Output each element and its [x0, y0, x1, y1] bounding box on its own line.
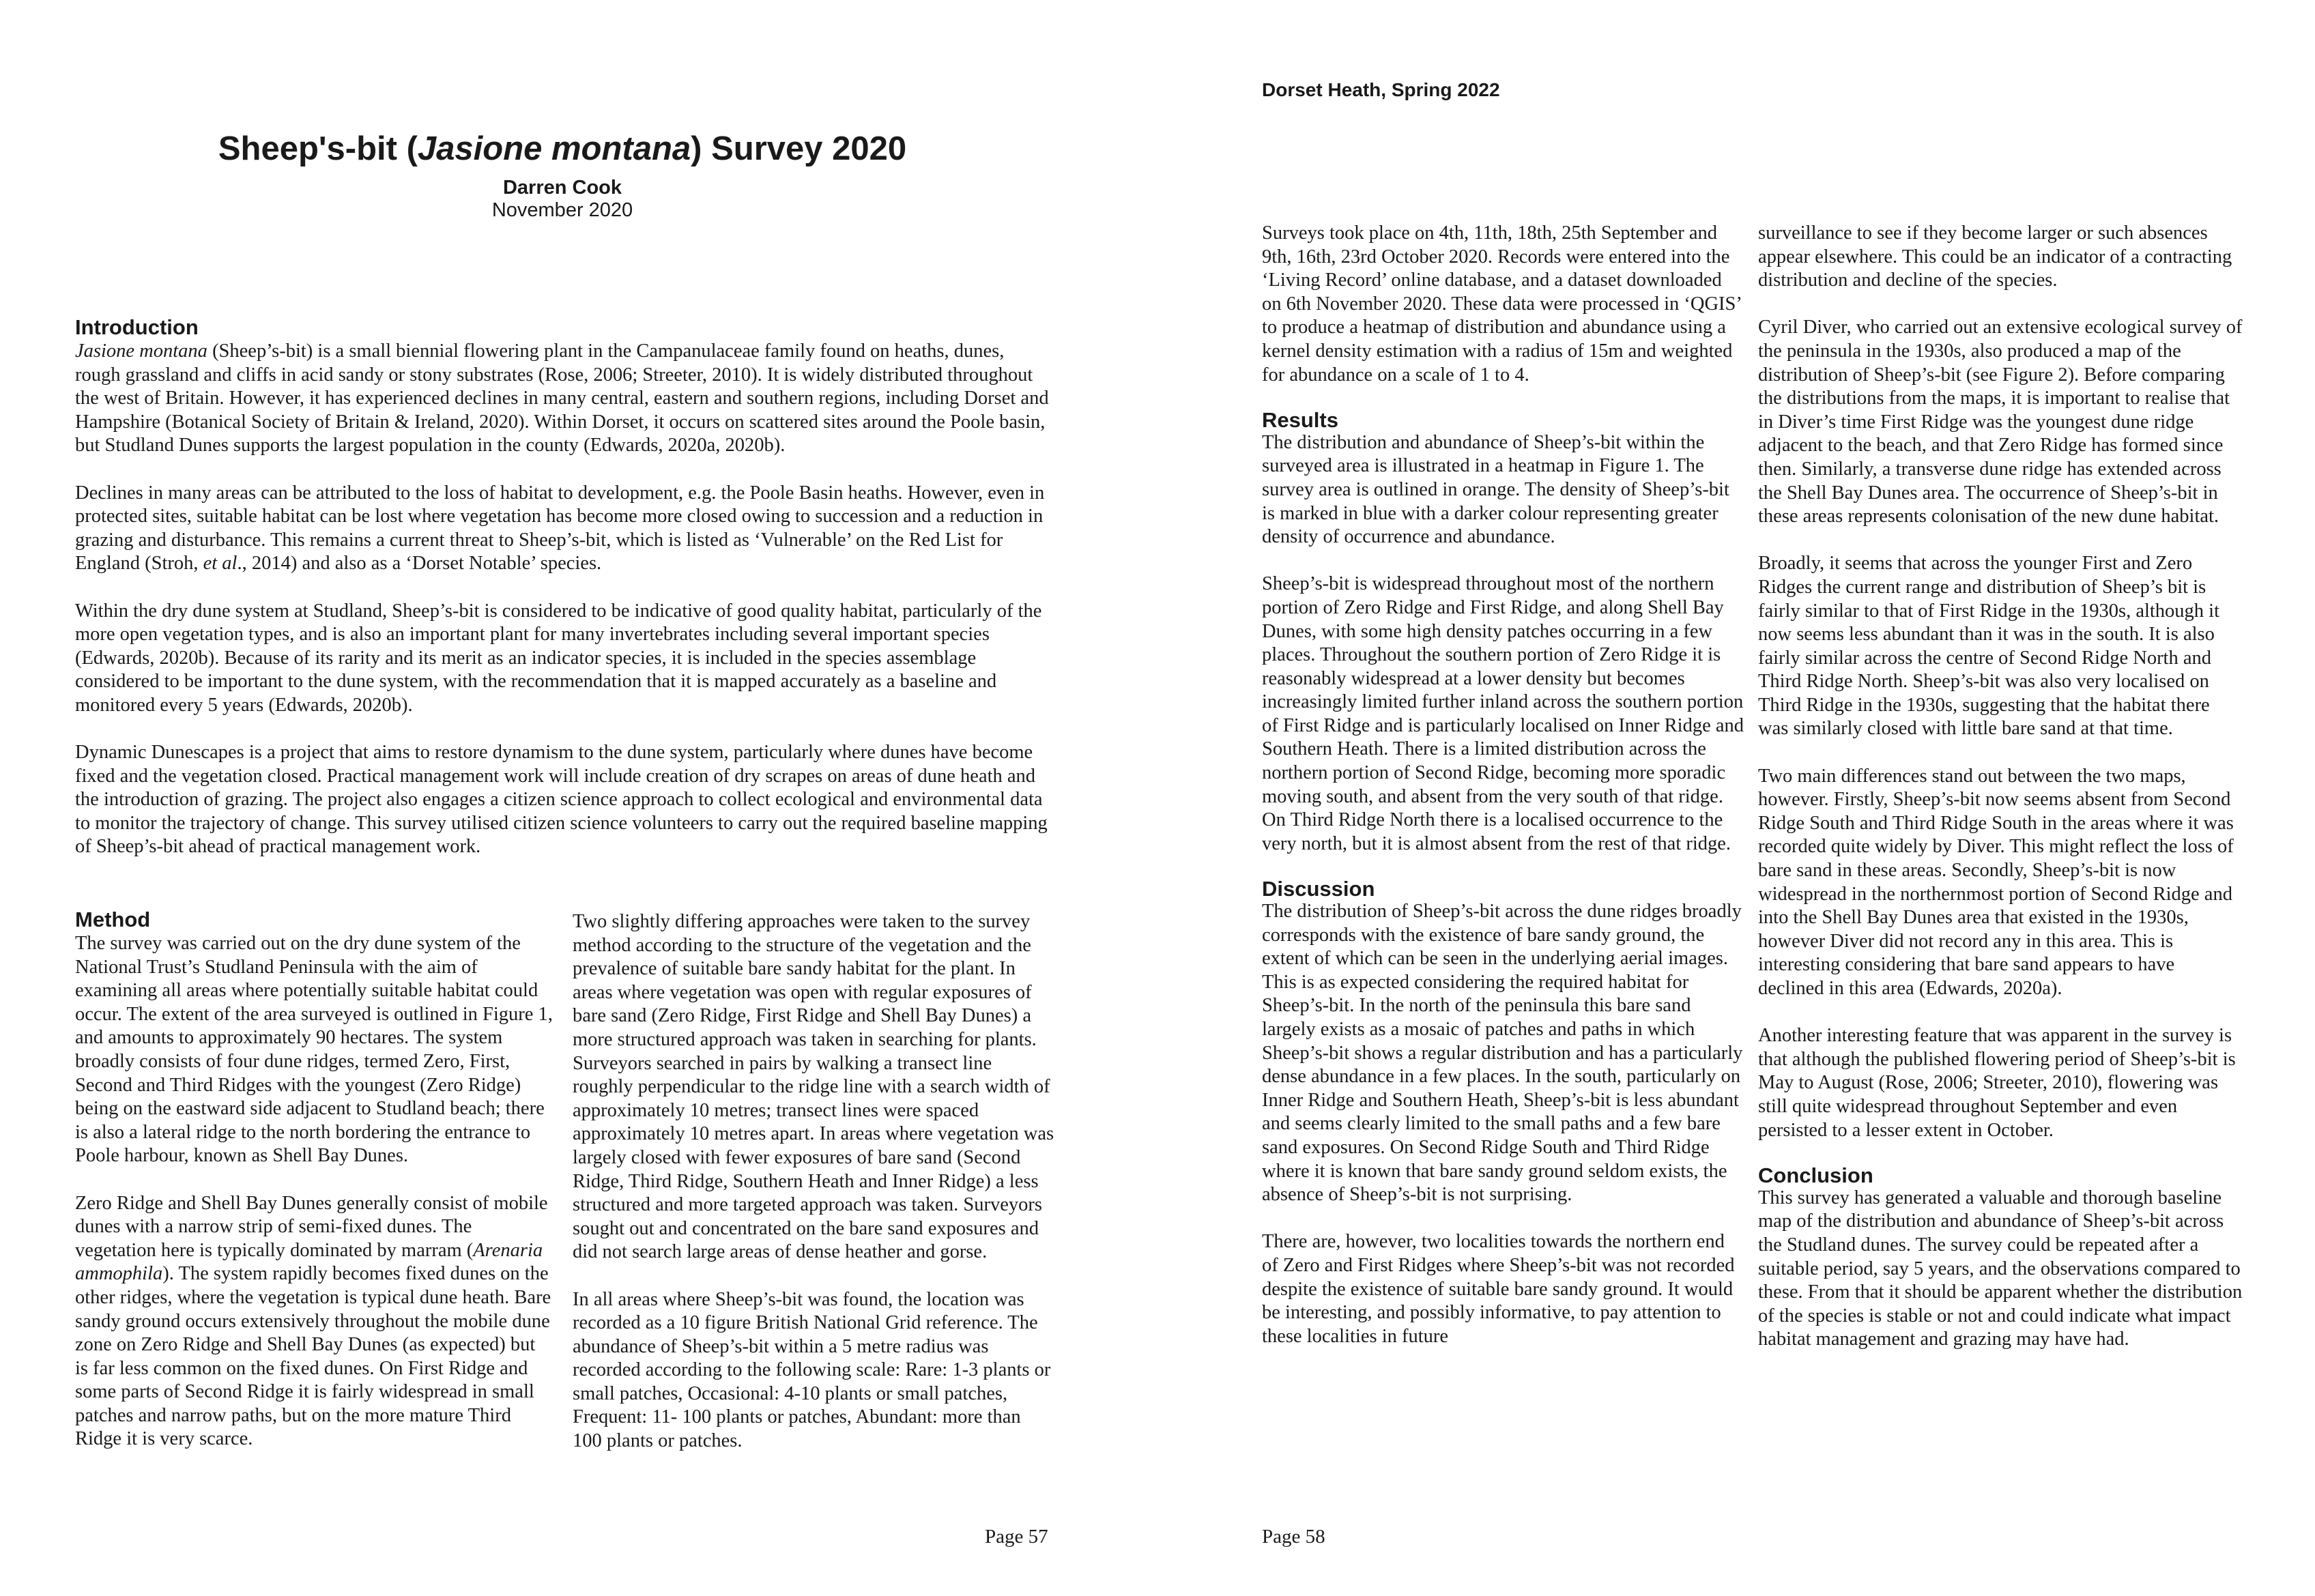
method-paragraph: The survey was carried out on the dry dune system of the National Trust’s Studland Peninsula with the aim of examining all areas where potentially suitable habitat could occur. The extent of the area surveyed is outlined in Figure 1, and amounts to approximately 90 hectares. The system broadly consists of four dune ridges, termed Zero, First, Second and Third Ridges with the youngest (Zero Ridge) being on the eastward side adjacent to Studland beach; there is also a lateral ridge to the north bordering the entrance to Poole harbour, known as Shell Bay Dunes.: [75, 933, 553, 1167]
paragraph-text: (Sheep’s-bit) is a small biennial flowering plant in the Campanulaceae family found on heaths, dunes, rough grassland and cliffs in acid sandy or stony substrates (Rose, 2006; Streeter, 2010). It is widely distributed throughout the west of Britain. However, it has experienced declines in many central, eastern and southern regions, including Dorset and Hampshire (Botanical Society of Britain & Ireland, 2020). Within Dorset, it occurs on scattered sites around the Poole basin, but Studland Dunes supports the largest population in the county (Edwards, 2020a, 2020b).: [75, 340, 1049, 456]
results-paragraph: Sheep’s-bit is widespread throughout most of the northern portion of Zero Ridge and First Ridge, and along Shell Bay Dunes, with some high density patches occurring in a few places. Throughout the southern portion of Zero Ridge it is reasonably widespread at a lower density but becomes increasingly limited further inland across the southern portion of First Ridge and is particularly localised on Inner Ridge and Southern Heath. There is a limited distribution across the northern portion of Second Ridge, becoming more sporadic moving south, and absent from the very south of that ridge. On Third Ridge North there is a localised occurrence to the very north, but it is almost absent from the rest of that ridge.: [1262, 573, 1744, 854]
discussion-paragraph: Another interesting feature that was apparent in the survey is that although the published flowering period of Sheep’s-bit is May to August (Rose, 2006; Streeter, 2010), flowering was still quite widespread throughout September and even persisted to a lesser extent in October.: [1758, 1025, 2236, 1141]
species-name: Arenaria ammophila: [75, 1239, 543, 1285]
method-column-2: [573, 910, 1054, 1453]
introduction-heading: Introduction: [75, 315, 199, 339]
method-paragraph: [75, 1192, 553, 1452]
method-continued-paragraph: Surveys took place on 4th, 11th, 18th, 25th September and 9th, 16th, 23rd October 2020. Records were entered into the ‘Living Record’ online database, and a dataset downloaded on 6th November 2020. These data were processed in ‘QGIS’ to produce a heatmap of distribution and abundance using a kernel density estimation with a radius of 15m and weighted for abundance on a scale of 1 to 4.: [1262, 222, 1741, 386]
title-text: Sheep's-bit (: [218, 130, 418, 167]
method-paragraph: Two slightly differing approaches were taken to the survey method according to the structure of the vegetation and the prevalence of suitable bare sandy habitat for the plant. In areas where vegetation was open with regular exposures of bare sand (Zero Ridge, First Ridge and Shell Bay Dunes) a more structured approach was taken in searching for plants. Surveyors searched in pairs by walking a transect line roughly perpendicular to the ridge line with a search width of approximately 10 metres; transect lines were spaced approximately 10 metres apart. In areas where vegetation was largely closed with fewer exposures of bare sand (Second Ridge, Third Ridge, Southern Heath and Inner Ridge) a less structured and more targeted approach was taken. Surveyors sought out and concentrated on the bare sand exposures and did not search large areas of dense heather and gorse.: [573, 911, 1054, 1263]
paragraph-text: ). The system rapidly becomes fixed dunes on the other ridges, where the vegetation is typical dune heath. Bare sandy ground occurs extensively throughout the mobile dune zone on Zero Ridge and Shell Bay Dunes (as expected) but is far less common on the fixed dunes. On First Ridge and some parts of Second Ridge it is fairly widespread in small patches and narrow paths, but on the more mature Third Ridge it is very scarce.: [75, 1263, 551, 1450]
conclusion-paragraph: This survey has generated a valuable and thorough baseline map of the distribution and abundance of Sheep’s-bit across the Studland dunes. The survey could be repeated after a suitable period, say 5 years, and the observations compared to these. From that it should be apparent whether the distribution of the species is stable or not and could indicate what impact habitat management and grazing may have had.: [1758, 1187, 2243, 1350]
discussion-paragraph: Broadly, it seems that across the younger First and Zero Ridges the current range and distribution of Sheep’s bit is fairly similar to that of First Ridge in the 1930s, although it now seems less abundant than it was in the south. It is also fairly similar across the centre of Second Ridge North and Third Ridge North. Sheep’s-bit was also very localised on Third Ridge in the 1930s, suggesting that the habitat there was similarly closed with little bare sand at that time.: [1758, 553, 2220, 740]
introduction-paragraph: Within the dry dune system at Studland, Sheep’s-bit is considered to be indicative of good quality habitat, particularly of the more open vegetation types, and is also an important plant for many invertebrates including several important species (Edwards, 2020b). Because of its rarity and its merit as an indicator species, it is included in the species assemblage considered to be important to the dune system, with the recommendation that it is mapped accurately as a baseline and monitored every 5 years (Edwards, 2020b).: [75, 600, 1042, 716]
method-heading: Method: [75, 908, 151, 931]
paragraph-text: Zero Ridge and Shell Bay Dunes generally consist of mobile dunes with a narrow strip of semi-fixed dunes. The vegetation here is typically dominated by marram (: [75, 1192, 548, 1261]
author-name: Darren Cook: [502, 177, 622, 199]
method-paragraph: In all areas where Sheep’s-bit was found, the location was recorded as a 10 figure British National Grid reference. The abundance of Sheep’s-bit within a 5 metre radius was recorded according to the following scale: Rare: 1-3 plants or small patches, Occasional: 4-10 plants or small patches, Frequent: 11- 100 plants or patches, Abundant: more than 100 plants or patches.: [573, 1288, 1051, 1452]
introduction-section: [75, 315, 1052, 859]
page-number: Page 58: [1262, 1526, 1325, 1548]
discussion-heading: Discussion: [1262, 877, 1375, 901]
paragraph-text: Declines in many areas can be attributed to the loss of habitat to development, e.g. the Poole Basin heaths. However, even in protected sites, suitable habitat can be lost where vegetation has become more closed owing to succession and a reduction in grazing and disturbance. This remains a current threat to Sheep’s-bit, which is listed as ‘Vulnerable’ on the Red List for England (Stroh,: [75, 482, 1045, 575]
discussion-paragraph: Two main differences stand out between the two maps, however. Firstly, Sheep’s-bit now seems absent from Second Ridge South and Third Ridge South in the areas where it was recorded quite widely by Diver. This might reflect the loss of bare sand in these areas. Secondly, Sheep’s-bit is now widespread in the northernmost portion of Second Ridge and into the Shell Bay Dunes area that existed in the 1930s, however Diver did not record any in this area. This is interesting considering that bare sand appears to have declined in this area (Edwards, 2020a).: [1758, 765, 2234, 999]
discussion-paragraph: Cyril Diver, who carried out an extensive ecological survey of the peninsula in the 1930s, also produced a map of the distribution of Sheep’s-bit (see Figure 2). Before comparing the distributions from the maps, it is important to realise that in Diver’s time First Ridge was the youngest dune ridge adjacent to the beach, and that Zero Ridge has formed since then. Similarly, a transverse dune ridge has extended across the Shell Bay Dunes area. The occurrence of Sheep’s-bit in these areas represents colonisation of the new dune habitat.: [1758, 317, 2243, 527]
results-heading: Results: [1262, 407, 1338, 432]
article-title: [75, 130, 1050, 168]
title-text-end: ) Survey 2020: [691, 130, 907, 167]
paragraph-text: ., 2014) and also as a ‘Dorset Notable’ species.: [237, 553, 602, 575]
introduction-paragraph: [75, 340, 1052, 458]
right-column-1: [1262, 222, 1744, 1348]
discussion-paragraph: There are, however, two localities towards the northern end of Zero and First Ridges where Sheep’s-bit was not recorded despite the existence of suitable bare sandy ground. It would be interesting, and possibly informative, to pay attention to these localities in future: [1262, 1231, 1735, 1347]
results-paragraph: The distribution and abundance of Sheep’s-bit within the surveyed area is illustrated in a heatmap in Figure 1. The survey area is outlined in orange. The density of Sheep’s-bit is marked in blue with a darker colour representing greater density of occurrence and abundance.: [1262, 431, 1729, 548]
running-header: Dorset Heath, Spring 2022: [1262, 79, 1500, 100]
discussion-paragraph: surveillance to see if they become larger or such absences appear elsewhere. This could be an indicator of a contracting distribution and decline of the species.: [1758, 222, 2232, 291]
introduction-paragraph: Dynamic Dunescapes is a project that aims to restore dynamism to the dune system, particularly where dunes have become fixed and the vegetation closed. Practical management work will include creation of dry scrapes on areas of dune heath and the introduction of grazing. The project also engages a citizen science approach to collect ecological and environmental data to monitor the trajectory of change. This survey utilised citizen science volunteers to carry out the required baseline mapping of Sheep’s-bit ahead of practical management work.: [75, 742, 1048, 858]
conclusion-heading: Conclusion: [1758, 1163, 1873, 1187]
discussion-paragraph: The distribution of Sheep’s-bit across the dune ridges broadly corresponds with the existence of bare sandy ground, the extent of which can be seen in the underlying aerial images. This is as expected considering the required habitat for Sheep’s-bit. In the north of the peninsula this bare sand largely exists as a mosaic of patches and paths in which Sheep’s-bit shows a regular distribution and has a particularly dense abundance in a few places. In the south, particularly on Inner Ridge and Southern Heath, Sheep’s-bit is less abundant and seems clearly limited to the small paths and a few bare sand exposures. On Second Ridge South and Third Ridge where it is known that bare sandy ground seldom exists, the absence of Sheep’s-bit is not surprising.: [1262, 901, 1743, 1206]
method-section: [75, 908, 553, 1451]
title-species-name: Jasione montana: [417, 130, 691, 167]
page-number: Page 57: [985, 1526, 1048, 1548]
right-column-2: [1758, 222, 2244, 1352]
species-name: Jasione montana: [75, 340, 207, 362]
citation-italic: et al: [203, 553, 238, 575]
publication-date: November 2020: [491, 199, 633, 221]
introduction-paragraph: [75, 482, 1052, 576]
